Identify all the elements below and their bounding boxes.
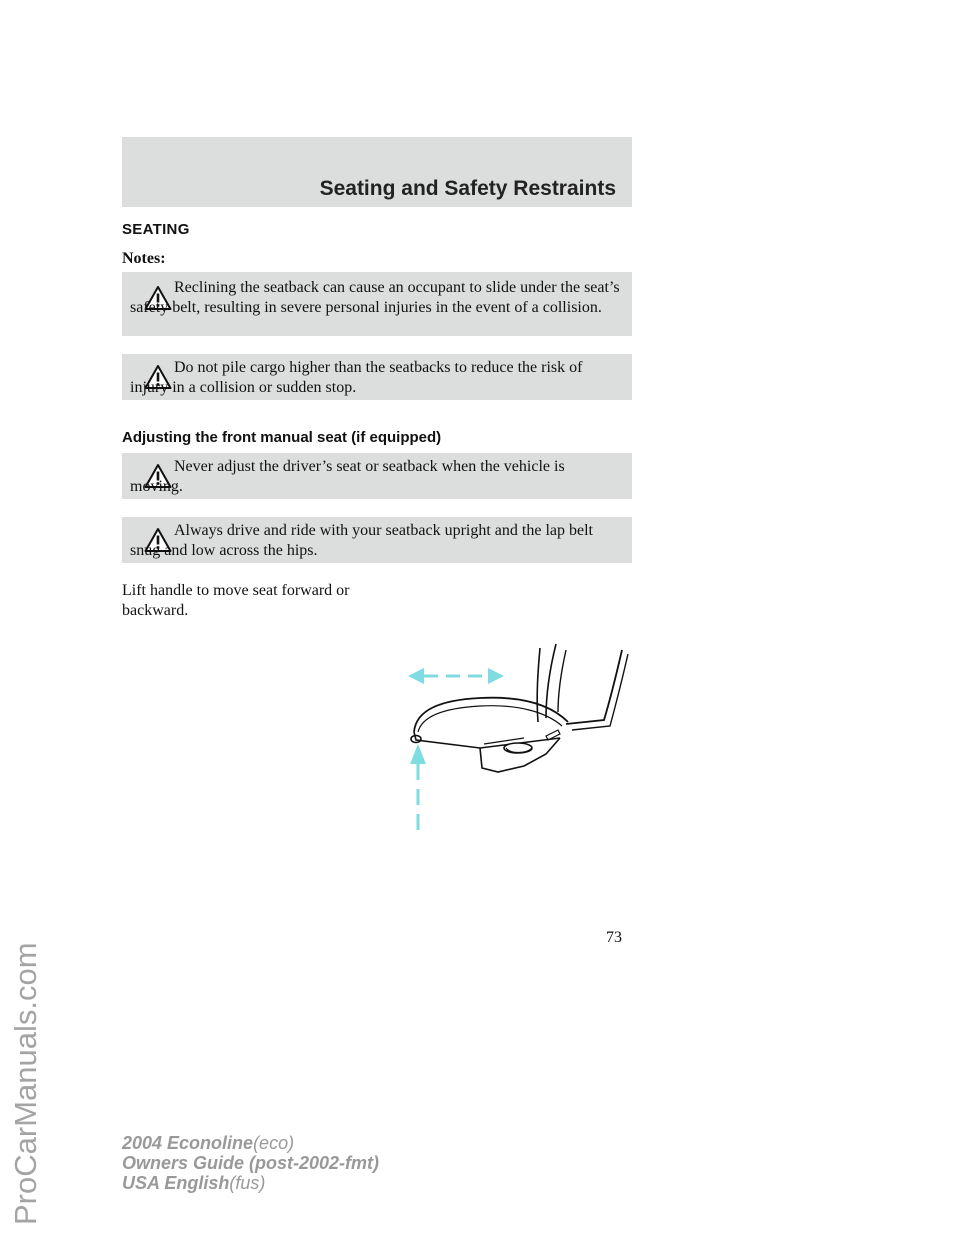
chapter-title: Seating and Safety Restraints: [319, 177, 616, 200]
notes-label: Notes:: [122, 250, 166, 267]
warning-box: [122, 517, 632, 563]
warning-box: [122, 354, 632, 400]
watermark: ProCarManuals.com: [8, 942, 43, 1225]
page-number: 73: [606, 929, 622, 946]
warning-text: Reclining the seatback can cause an occupant to slide under the seat’s safety belt, resulting in severe personal injuries in the event of a collision.: [130, 279, 620, 316]
footer-guide: Owners Guide (post-2002-fmt): [122, 1153, 380, 1173]
section-heading: SEATING: [122, 221, 190, 238]
footer-model-code: (eco): [253, 1133, 295, 1153]
footer-language-code: (fus): [229, 1173, 266, 1193]
forward-backward-arrow-icon: [408, 668, 504, 684]
footer-model: 2004 Econoline: [122, 1133, 254, 1153]
seatback: [537, 648, 540, 722]
footer-language: USA English: [122, 1173, 230, 1193]
warning-text: Do not pile cargo higher than the seatbacks to reduce the risk of injury in a collision or sudden stop.: [130, 359, 583, 396]
warning-text: Always drive and ride with your seatback upright and the lap belt snug and low across the hips.: [130, 522, 593, 559]
warning-text: Never adjust the driver’s seat or seatback when the vehicle is moving.: [130, 458, 565, 495]
adjust-lever: [504, 743, 532, 753]
warning-box: [122, 272, 632, 336]
warning-box: [122, 453, 632, 499]
instruction-text: Lift handle to move seat forward or backward.: [122, 582, 350, 619]
subsection-heading: Adjusting the front manual seat (if equipped): [122, 429, 442, 446]
lift-arrow-icon: [410, 744, 426, 836]
seat-adjust-illustration: [400, 640, 640, 840]
chapter-header: [122, 137, 632, 207]
document-footer: [122, 1133, 379, 1193]
